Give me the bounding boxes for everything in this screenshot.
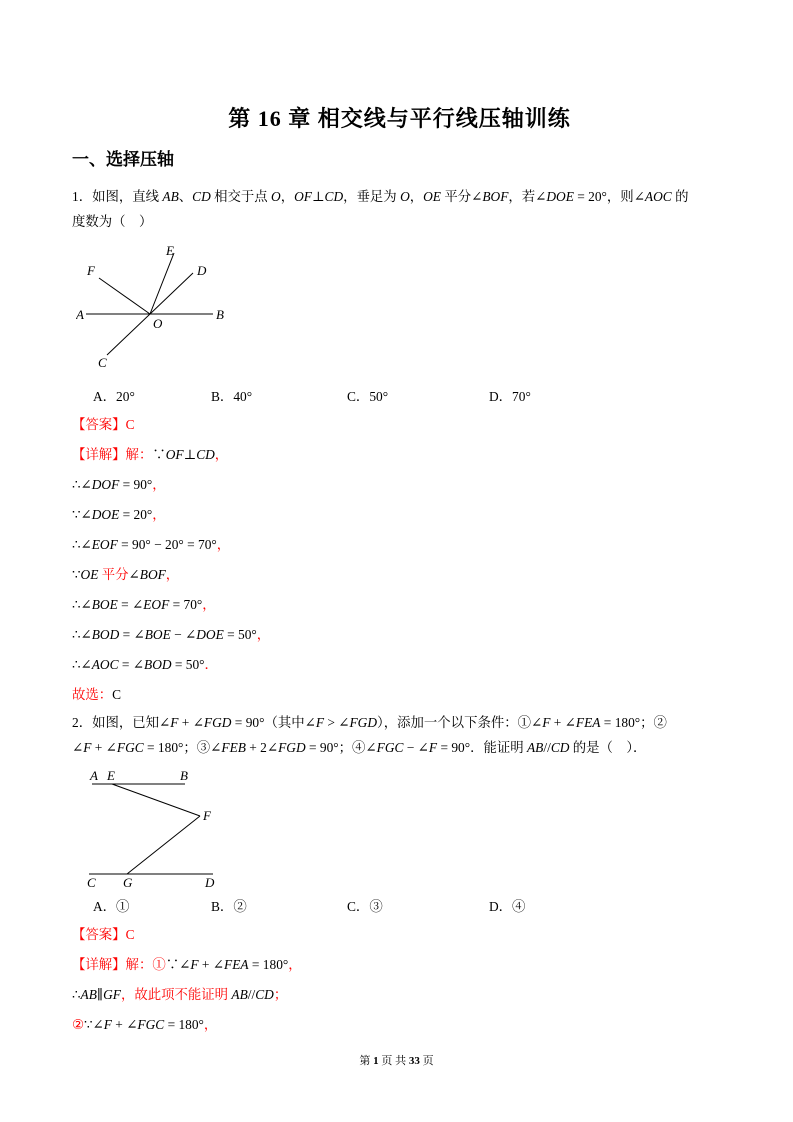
question-1-solution-line: ∴∠DOF = 90°， bbox=[72, 477, 166, 492]
figure2-label-C: C bbox=[87, 875, 96, 888]
question-1-text-line-1: 1．如图，直线 AB、CD 相交于点 O，OF⊥CD，垂足为 O，OE 平分∠BOF，若∠DOE = 20°，则∠AOC 的 bbox=[72, 189, 689, 204]
figure1-label-E: E bbox=[166, 244, 174, 258]
question-1-solution-line: ∵∠DOE = 20°， bbox=[72, 507, 166, 522]
figure1-ray-OF bbox=[99, 278, 150, 314]
question-2-figure bbox=[84, 768, 224, 888]
figure2-label-A: A bbox=[90, 768, 98, 783]
question-1-solution-line: ∴∠AOC = ∠BOD = 50°． bbox=[72, 657, 218, 672]
question-1-solution-line: ∵OE 平分∠BOF， bbox=[72, 567, 180, 582]
figure2-label-F: F bbox=[203, 808, 211, 823]
figure2-line-EF bbox=[112, 784, 200, 816]
question-2-text-line-1: 2．如图，已知∠F + ∠FGD = 90°（其中∠F > ∠FGD），添加一个以下条件：①∠F + ∠FEA = 180°；② bbox=[72, 715, 667, 730]
question-1-solution-line: ∴∠EOF = 90° − 20° = 70°， bbox=[72, 537, 231, 552]
question-1-solution-line: ∴∠BOD = ∠BOE − ∠DOE = 50°， bbox=[72, 627, 271, 642]
question-1-figure bbox=[76, 244, 228, 378]
question-1-text-line-2: 度数为（ ） bbox=[72, 214, 153, 229]
figure2-label-G: G bbox=[123, 875, 133, 888]
figure1-label-F: F bbox=[87, 263, 95, 278]
figure1-label-B: B bbox=[216, 307, 224, 322]
figure2-label-D: D bbox=[205, 875, 215, 888]
question-2-answer: 【答案】C bbox=[72, 927, 135, 942]
figure1-label-O: O bbox=[153, 316, 163, 331]
question-2-option-c: C．③ bbox=[347, 899, 383, 914]
page-title: 第 16 章 相交线与平行线压轴训练 bbox=[228, 106, 571, 131]
question-1-solution-line: 【详解】解：∵OF⊥CD， bbox=[72, 447, 229, 462]
question-1-conclusion: 故选：C bbox=[72, 687, 122, 702]
section-heading: 一、选择压轴 bbox=[72, 150, 174, 169]
question-1-answer: 【答案】C bbox=[72, 417, 135, 432]
question-2-option-a: A．① bbox=[93, 899, 130, 914]
question-1-option-d: D．70° bbox=[489, 389, 531, 404]
figure1-label-C: C bbox=[98, 355, 107, 370]
question-2-text-line-2: ∠F + ∠FGC = 180°；③∠FEB + 2∠FGD = 90°；④∠FGC − ∠F = 90°．能证明 AB//CD 的是（ ）． bbox=[72, 740, 647, 755]
question-1-solution-line: ∴∠BOE = ∠EOF = 70°， bbox=[72, 597, 216, 612]
page-footer: 第 1 页 共 33 页 bbox=[359, 1055, 434, 1067]
question-2-option-b: B．② bbox=[211, 899, 247, 914]
question-2-option-d: D．④ bbox=[489, 899, 526, 914]
figure2-line-FG bbox=[127, 816, 200, 874]
question-2-options bbox=[72, 894, 727, 920]
figure1-label-D: D bbox=[197, 263, 207, 278]
figure2-label-E: E bbox=[107, 768, 115, 783]
figure2-label-B: B bbox=[180, 768, 188, 783]
question-1-options bbox=[72, 384, 727, 410]
question-2-solution-line: ∴AB∥GF，故此项不能证明 AB//CD； bbox=[72, 987, 288, 1002]
figure1-label-A: A bbox=[76, 307, 84, 322]
figure1-ray-OE bbox=[150, 253, 174, 314]
question-2-solution-line: ②∵∠F + ∠FGC = 180°， bbox=[72, 1017, 218, 1032]
question-1-option-c: C．50° bbox=[347, 389, 389, 404]
question-1-option-b: B．40° bbox=[211, 389, 253, 404]
question-2-solution-line: 【详解】解：①∵∠F + ∠FEA = 180°， bbox=[72, 957, 302, 972]
question-1-option-a: A．20° bbox=[93, 389, 135, 404]
